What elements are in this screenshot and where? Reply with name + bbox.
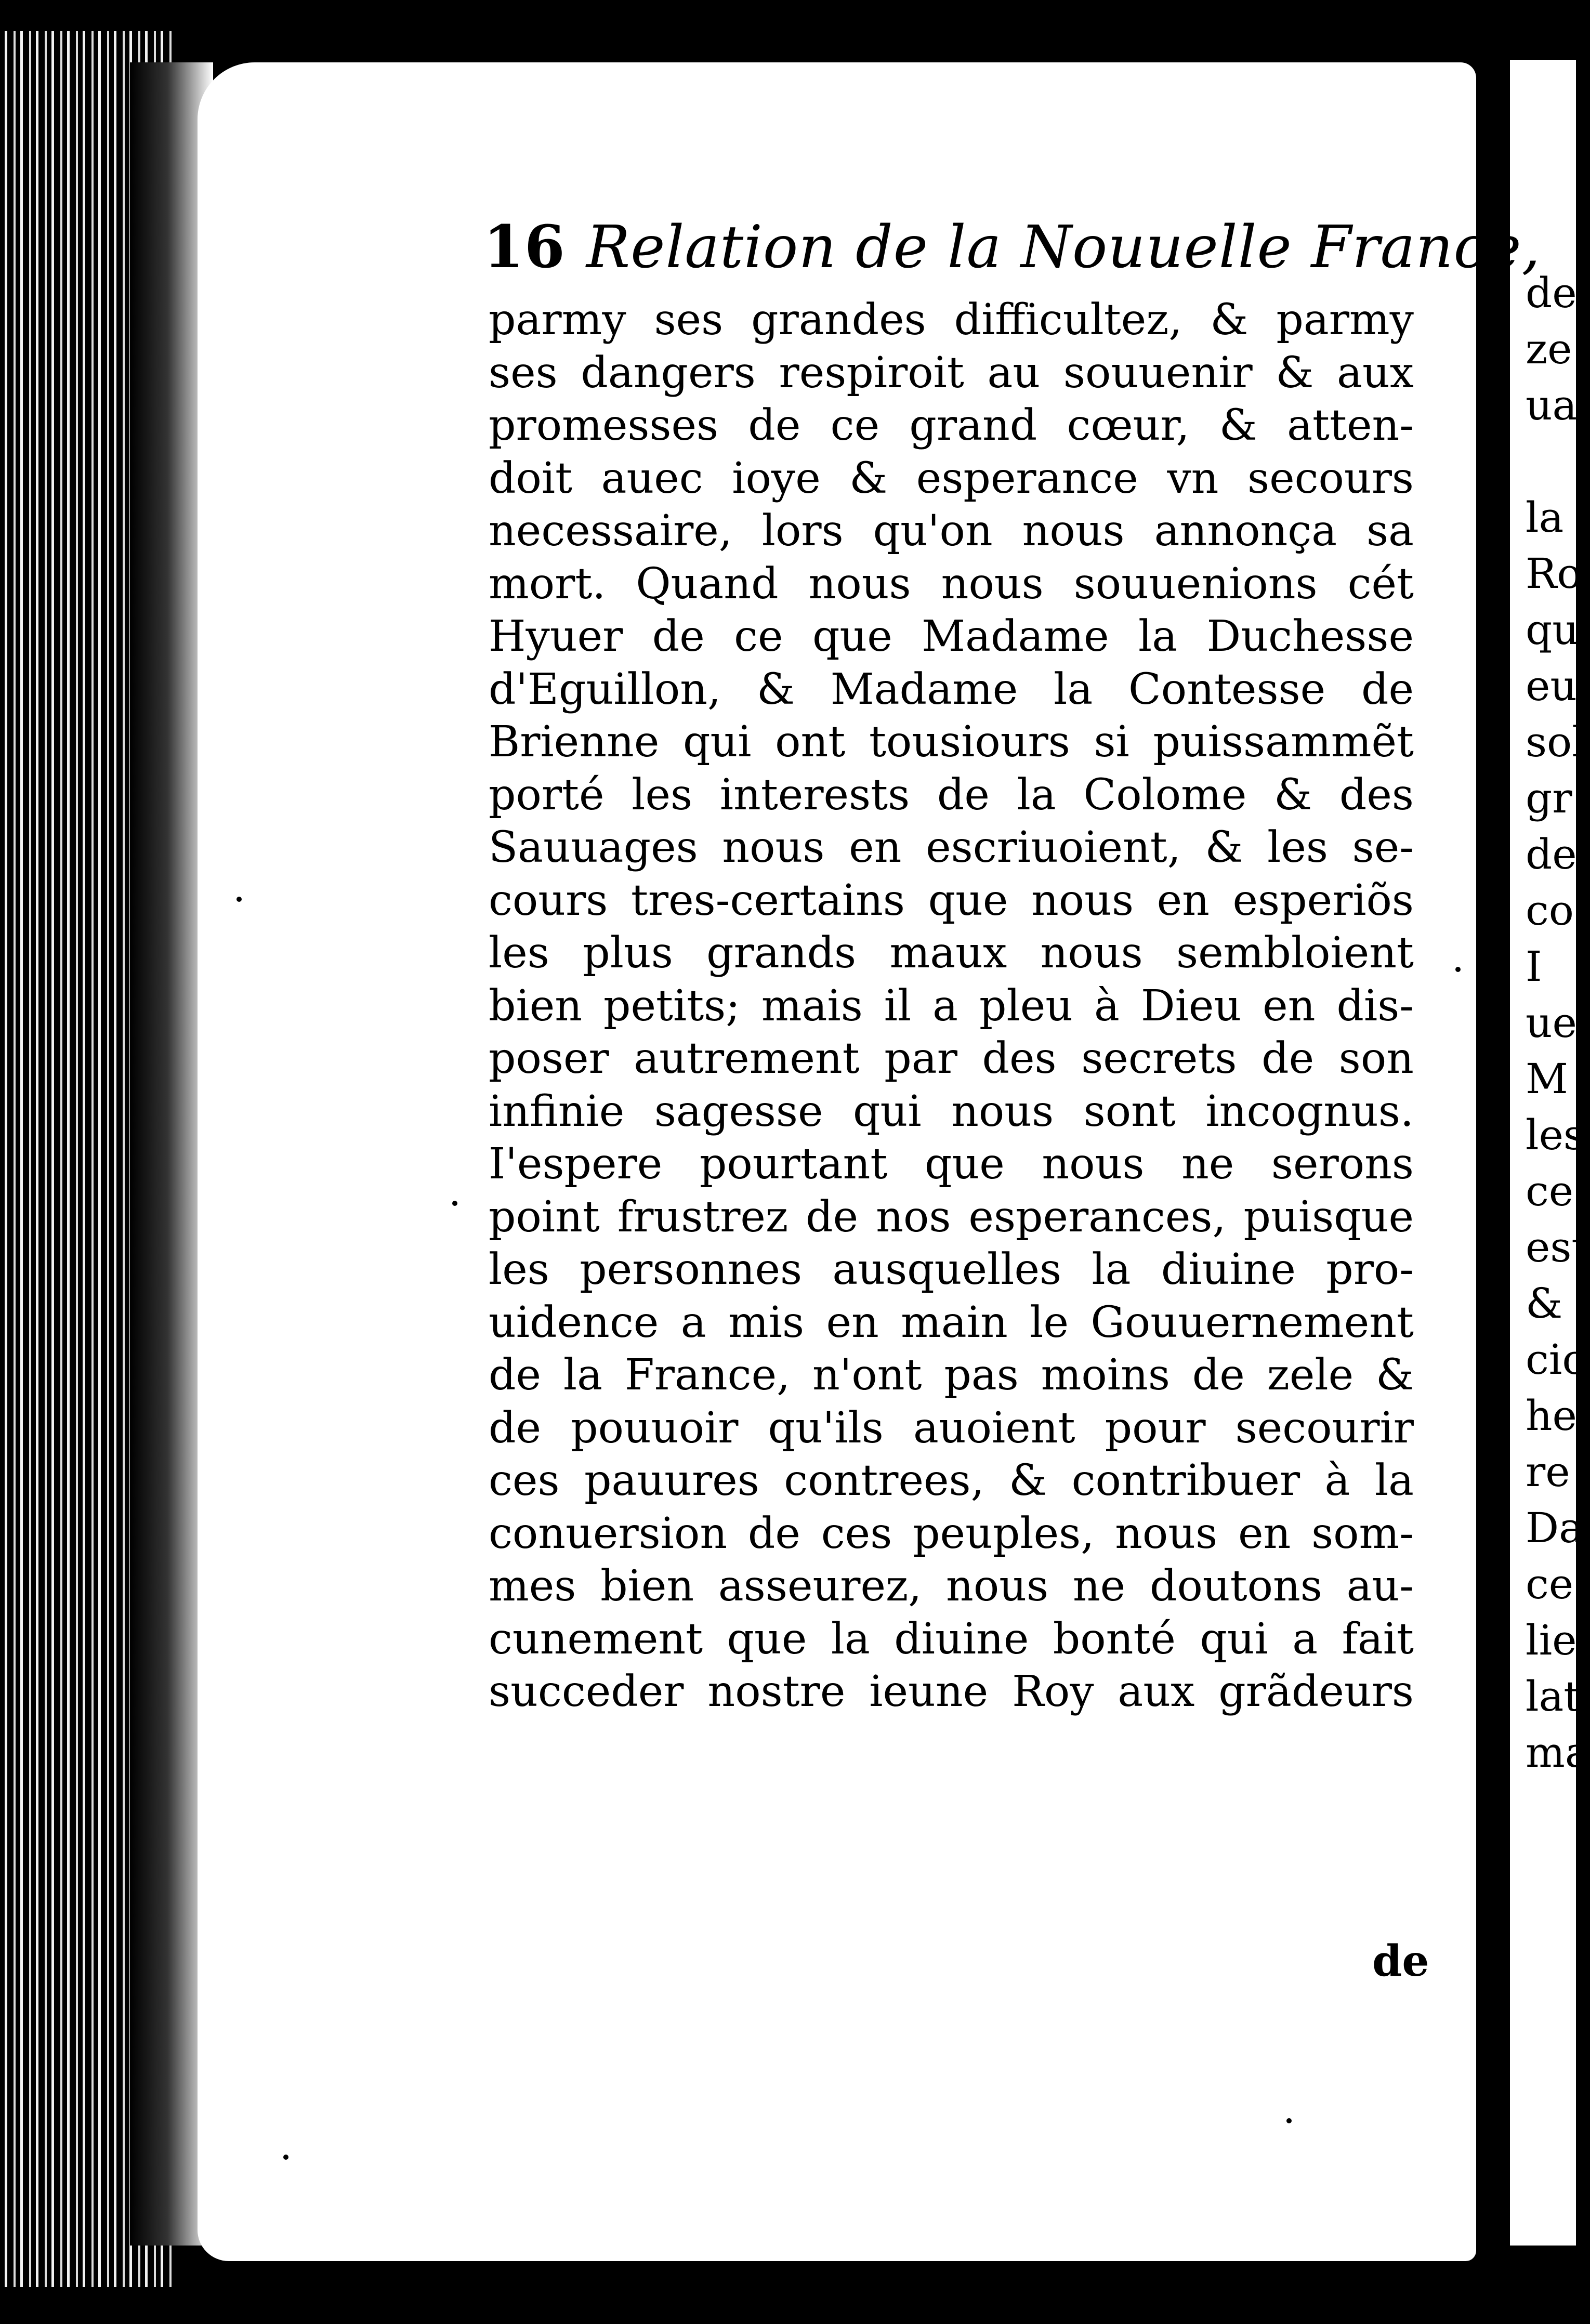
text-line: porté les interests de la Colome & des [489, 770, 1414, 820]
text-line: cunement que la diuine bonté qui a fait [489, 1614, 1414, 1664]
text-line: infinie sagesse qui nous sont incognus. [489, 1086, 1414, 1136]
text-line: Brienne qui ont tousiours si puissammẽt [489, 717, 1414, 767]
body-text [489, 294, 1414, 1718]
text-line: promesses de ce grand cœur, & atten- [489, 401, 1414, 450]
facing-line: Ro [1526, 549, 1582, 598]
facing-line: de [1526, 269, 1577, 317]
text-line: ses dangers respiroit au souuenir & aux [489, 348, 1414, 398]
facing-line: lie [1526, 1616, 1577, 1664]
text-line: de pouuoir qu'ils auoient pour secourir [489, 1403, 1414, 1453]
facing-line: Da [1526, 1504, 1584, 1552]
facing-line: ua [1526, 381, 1578, 429]
facing-line: ma [1526, 1728, 1590, 1777]
facing-line: gr [1526, 774, 1572, 822]
text-line: bien petits; mais il a pleu à Dieu en dis- [489, 981, 1414, 1031]
facing-line: les [1526, 1111, 1585, 1159]
facing-line: eu [1526, 662, 1577, 710]
facing-line: la [1526, 493, 1564, 542]
text-line: point frustrez de nos esperances, puisque [489, 1192, 1414, 1242]
facing-line: co [1526, 886, 1574, 935]
facing-line: cic [1526, 1335, 1586, 1384]
facing-line: qu [1526, 606, 1579, 654]
text-line: cours tres-certains que nous en esperiõs [489, 875, 1414, 925]
text-line: de la France, n'ont pas moins de zele & [489, 1350, 1414, 1400]
text-line: uidence a mis en main le Gouuernement [489, 1297, 1414, 1347]
page-header [483, 213, 1541, 281]
facing-line: ce [1526, 1560, 1574, 1608]
text-line: mort. Quand nous nous souuenions cét [489, 559, 1414, 609]
scan-speck [283, 2155, 288, 2160]
facing-line: ue [1526, 999, 1577, 1047]
text-line: Sauuages nous en escriuoient, & les se- [489, 823, 1414, 872]
text-line: les plus grands maux nous sembloient [489, 928, 1414, 978]
text-line: Hyuer de ce que Madame la Duchesse [489, 612, 1414, 661]
facing-line: ce [1526, 1167, 1574, 1215]
facing-line: & [1526, 1279, 1563, 1328]
text-line: conuersion de ces peuples, nous en som- [489, 1508, 1414, 1558]
scan-speck [236, 897, 242, 902]
text-line: necessaire, lors qu'on nous annonça sa [489, 506, 1414, 556]
facing-line: re [1526, 1448, 1570, 1496]
facing-line: he [1526, 1391, 1577, 1440]
catchword: de [1372, 1936, 1429, 1986]
text-line: I'espere pourtant que nous ne serons [489, 1139, 1414, 1189]
facing-line: de [1526, 830, 1577, 878]
scan-speck [1455, 967, 1461, 972]
text-line: les personnes ausquelles la diuine pro- [489, 1245, 1414, 1294]
facing-line: lat [1526, 1672, 1581, 1721]
facing-page-text [1526, 265, 1590, 1781]
text-line: poser autrement par des secrets de son [489, 1034, 1414, 1083]
text-line: doit auec ioye & esperance vn secours [489, 453, 1414, 503]
running-title: Relation de la Nouuelle France, [586, 214, 1541, 281]
text-line: ces pauures contrees, & contribuer à la [489, 1456, 1414, 1505]
facing-line: ze [1526, 325, 1572, 373]
text-line: d'Eguillon, & Madame la Contesse de [489, 664, 1414, 714]
facing-line: est [1526, 1223, 1588, 1271]
text-line: mes bien asseurez, nous ne doutons au- [489, 1561, 1414, 1611]
scan-speck [1286, 2118, 1292, 2123]
facing-line: sol [1526, 718, 1585, 766]
facing-line [1526, 434, 1576, 490]
facing-line: M [1526, 1055, 1568, 1103]
scan-speck [452, 1201, 457, 1206]
facing-line: I [1526, 942, 1542, 991]
text-line: succeder nostre ieune Roy aux grãdeurs [489, 1667, 1414, 1716]
page-number: 16 [483, 213, 566, 281]
text-line: parmy ses grandes difficultez, & parmy [489, 295, 1414, 345]
